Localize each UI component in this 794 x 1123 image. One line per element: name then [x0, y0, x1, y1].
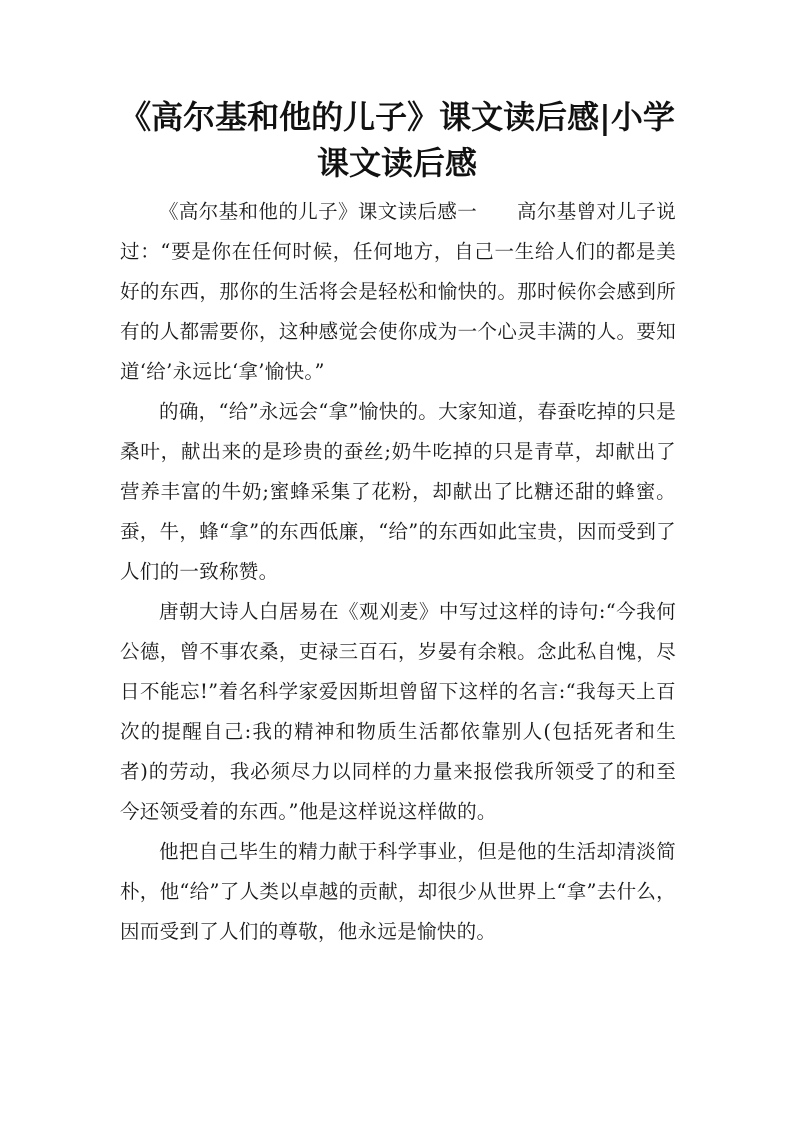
document-body: [120, 192, 676, 952]
document-title: 《高尔基和他的儿子》课文读后感|小学课文读后感: [119, 98, 675, 182]
paragraph-2: 的确，“给”永远会“拿”愉快的。大家知道，春蚕吃掉的只是桑叶，献出来的是珍贵的蚕丝;奶牛吃掉的只是青草，却献出了营养丰富的牛奶;蜜蜂采集了花粉，却献出了比糖还甜的蜂蜜。蚕，牛，蜂“拿”的东西低廉，“给”的东西如此宝贵，因而受到了人们的一致称赞。: [120, 400, 676, 583]
paragraph-4: 他把自己毕生的精力献于科学事业，但是他的生活却清淡简朴，他“给”了人类以卓越的贡献，却很少从世界上“拿”去什么，因而受到了人们的尊敬，他永远是愉快的。: [120, 840, 676, 943]
paragraph-3: 唐朝大诗人白居易在《观刈麦》中写过这样的诗句:“今我何公德，曾不事农桑，吏禄三百石，岁晏有余粮。念此私自愧，尽日不能忘!”着名科学家爱因斯坦曾留下这样的名言:“我每天上百次的提醒自己:我的精神和物质生活都依靠别人(包括死者和生者)的劳动，我必须尽力以同样的力量来报偿我所领受了的和至今还领受着的东西。”他是这样说这样做的。: [120, 600, 676, 823]
paragraph-1: 《高尔基和他的儿子》课文读后感一 高尔基曾对儿子说过：“要是你在任何时候，任何地方，自己一生给人们的都是美好的东西，那你的生活将会是轻松和愉快的。那时候你会感到所有的人都需要你，这种感觉会使你成为一个心灵丰满的人。要知道‘给’永远比‘拿’愉快。”: [120, 200, 676, 383]
